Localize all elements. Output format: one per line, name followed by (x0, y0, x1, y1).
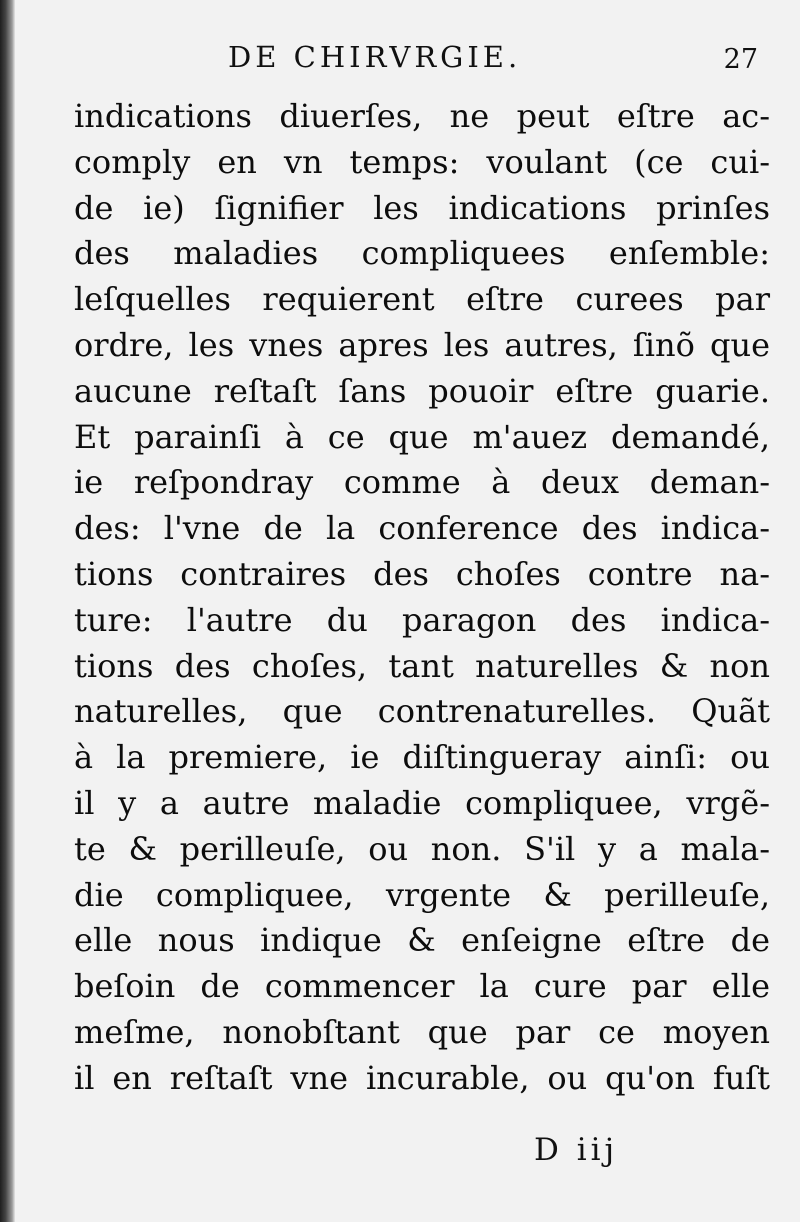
text-line: des: l'vne de la conference des indica- (74, 509, 770, 548)
text-line: tions des choſes, tant naturelles & non (74, 646, 770, 685)
body-text (74, 94, 770, 1102)
text-line: Et parainſi à ce que m'auez demandé, (74, 417, 770, 456)
text-line: il en reſtaſt vne incurable, ou qu'on fuſt (74, 1058, 770, 1097)
running-head (16, 40, 800, 80)
text-line: die compliquee, vrgente & perilleuſe, (74, 875, 770, 914)
text-line: de ie) ſignifier les indications prinſes (74, 188, 770, 227)
running-title: DE CHIRVRGIE. (228, 40, 522, 74)
page-binding-edge (0, 0, 16, 1222)
text-line: il y a autre maladie compliquee, vrgẽ- (74, 783, 770, 822)
text-line: te & perilleuſe, ou non. S'il y a mala- (74, 829, 770, 868)
text-line: ture: l'autre du paragon des indica- (74, 600, 770, 639)
text-line: naturelles, que contrenaturelles. Quãt (74, 692, 770, 731)
text-line: tions contraires des choſes contre na- (74, 554, 770, 593)
signature-mark: D iij (534, 1132, 619, 1168)
text-line: elle nous indique & enſeigne eſtre de (74, 921, 770, 960)
book-page (16, 0, 800, 1222)
text-line: à la premiere, ie diſtingueray ainſi: ou (74, 738, 770, 777)
text-line: aucune reſtaſt ſans pouoir eſtre guarie. (74, 371, 770, 410)
text-line: des maladies compliquees enſemble: (74, 234, 770, 273)
text-line: leſquelles requierent eſtre curees par (74, 280, 770, 319)
text-line: comply en vn temps: voulant (ce cui- (74, 142, 770, 181)
text-line: meſme, nonobſtant que par ce moyen (74, 1012, 770, 1051)
text-line: indications diuerſes, ne peut eſtre ac- (74, 97, 770, 135)
text-line: ordre, les vnes apres les autres, ſinõ que (74, 325, 770, 364)
text-line: ie reſpondray comme à deux deman- (74, 463, 770, 502)
text-line: beſoin de commencer la cure par elle (74, 967, 770, 1006)
page-number: 27 (723, 44, 758, 75)
